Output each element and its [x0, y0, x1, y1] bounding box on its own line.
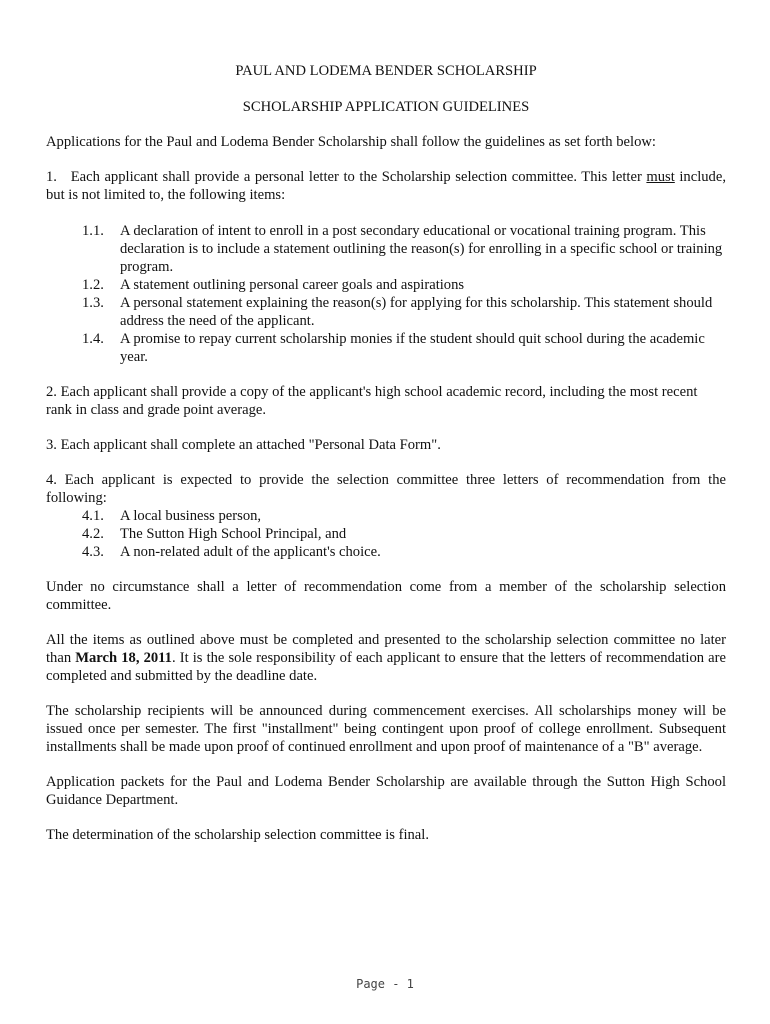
list-item-number: 1.2. [82, 277, 104, 293]
list-item [82, 330, 726, 366]
guideline-1-text-b: include, but is not limited to, the following items: [46, 169, 726, 203]
list-item [82, 276, 726, 294]
list-item [82, 294, 726, 330]
final-paragraph: The determination of the scholarship selection committee is final. [46, 827, 429, 843]
list-item-number: 4.2. [82, 526, 104, 542]
guideline-1 [46, 168, 726, 204]
list-item [82, 222, 726, 276]
document-title: PAUL AND LODEMA BENDER SCHOLARSHIP [235, 63, 537, 79]
list-item-number: 1.1. [82, 223, 104, 239]
packets-paragraph: Application packets for the Paul and Lodema Bender Scholarship are available through the Sutton High School Guidance Department. [46, 774, 726, 808]
list-item-number: 4.3. [82, 544, 104, 560]
circumstance-paragraph: Under no circumstance shall a letter of recommendation come from a member of the scholarship selection committee. [46, 579, 726, 613]
list-item [82, 543, 726, 561]
deadline-text-a: All the items as outlined above must be completed and presented to the scholarship selection committee no later than [46, 632, 726, 666]
list-item-text: A statement outlining personal career goals and aspirations [120, 277, 465, 293]
list-item-number: 1.3. [82, 295, 104, 311]
document-page [46, 62, 726, 844]
guideline-3: 3. Each applicant shall complete an attached "Personal Data Form". [46, 437, 441, 453]
list-item-number: 1.4. [82, 331, 104, 347]
list-item [82, 525, 726, 543]
list-item-number: 4.1. [82, 508, 104, 524]
list-item-text: A declaration of intent to enroll in a post secondary educational or vocational training program. This declaration is to include a statement outlining the reason(s) for enrolling in a specific school or training program. [120, 223, 723, 275]
list-item-text: A personal statement explaining the reason(s) for applying for this scholarship. This statement should address the need of the applicant. [120, 295, 713, 329]
page-footer: Page - 1 [356, 977, 414, 991]
guideline-2: 2. Each applicant shall provide a copy of the applicant's high school academic record, including the most recent rank in class and grade point average. [46, 384, 698, 418]
guideline-4-sublist [46, 507, 726, 561]
list-item-text: A local business person, [120, 508, 262, 524]
guideline-1-number: 1. [46, 169, 57, 185]
deadline-paragraph [46, 631, 726, 685]
list-item-text: The Sutton High School Principal, and [120, 526, 347, 542]
deadline-text-b: . It is the sole responsibility of each applicant to ensure that the letters of recommendation are completed and submitted by the deadline date. [46, 650, 726, 684]
list-item-text: A promise to repay current scholarship monies if the student should quit school during the academic year. [120, 331, 705, 365]
guideline-1-sublist [46, 222, 726, 366]
guideline-4: 4. Each applicant is expected to provide the selection committee three letters of recommendation from the following: [46, 472, 726, 506]
document-subtitle: SCHOLARSHIP APPLICATION GUIDELINES [242, 99, 530, 115]
list-item-text: A non-related adult of the applicant's choice. [120, 544, 381, 560]
recipients-paragraph: The scholarship recipients will be announced during commencement exercises. All scholarships money will be issued once per semester. The first "installment" being contingent upon proof of college enrollment. Subsequent installments shall be made upon proof of continued enrollment and upon proof of maintenance of a "B" average. [46, 703, 726, 755]
guideline-1-text-a: Each applicant shall provide a personal letter to the Scholarship selection committee. This letter [70, 169, 647, 185]
list-item [82, 507, 726, 525]
guideline-1-must: must [646, 169, 675, 185]
intro-paragraph: Applications for the Paul and Lodema Bender Scholarship shall follow the guidelines as set forth below: [46, 134, 656, 150]
deadline-date: March 18, 2011 [75, 650, 172, 666]
